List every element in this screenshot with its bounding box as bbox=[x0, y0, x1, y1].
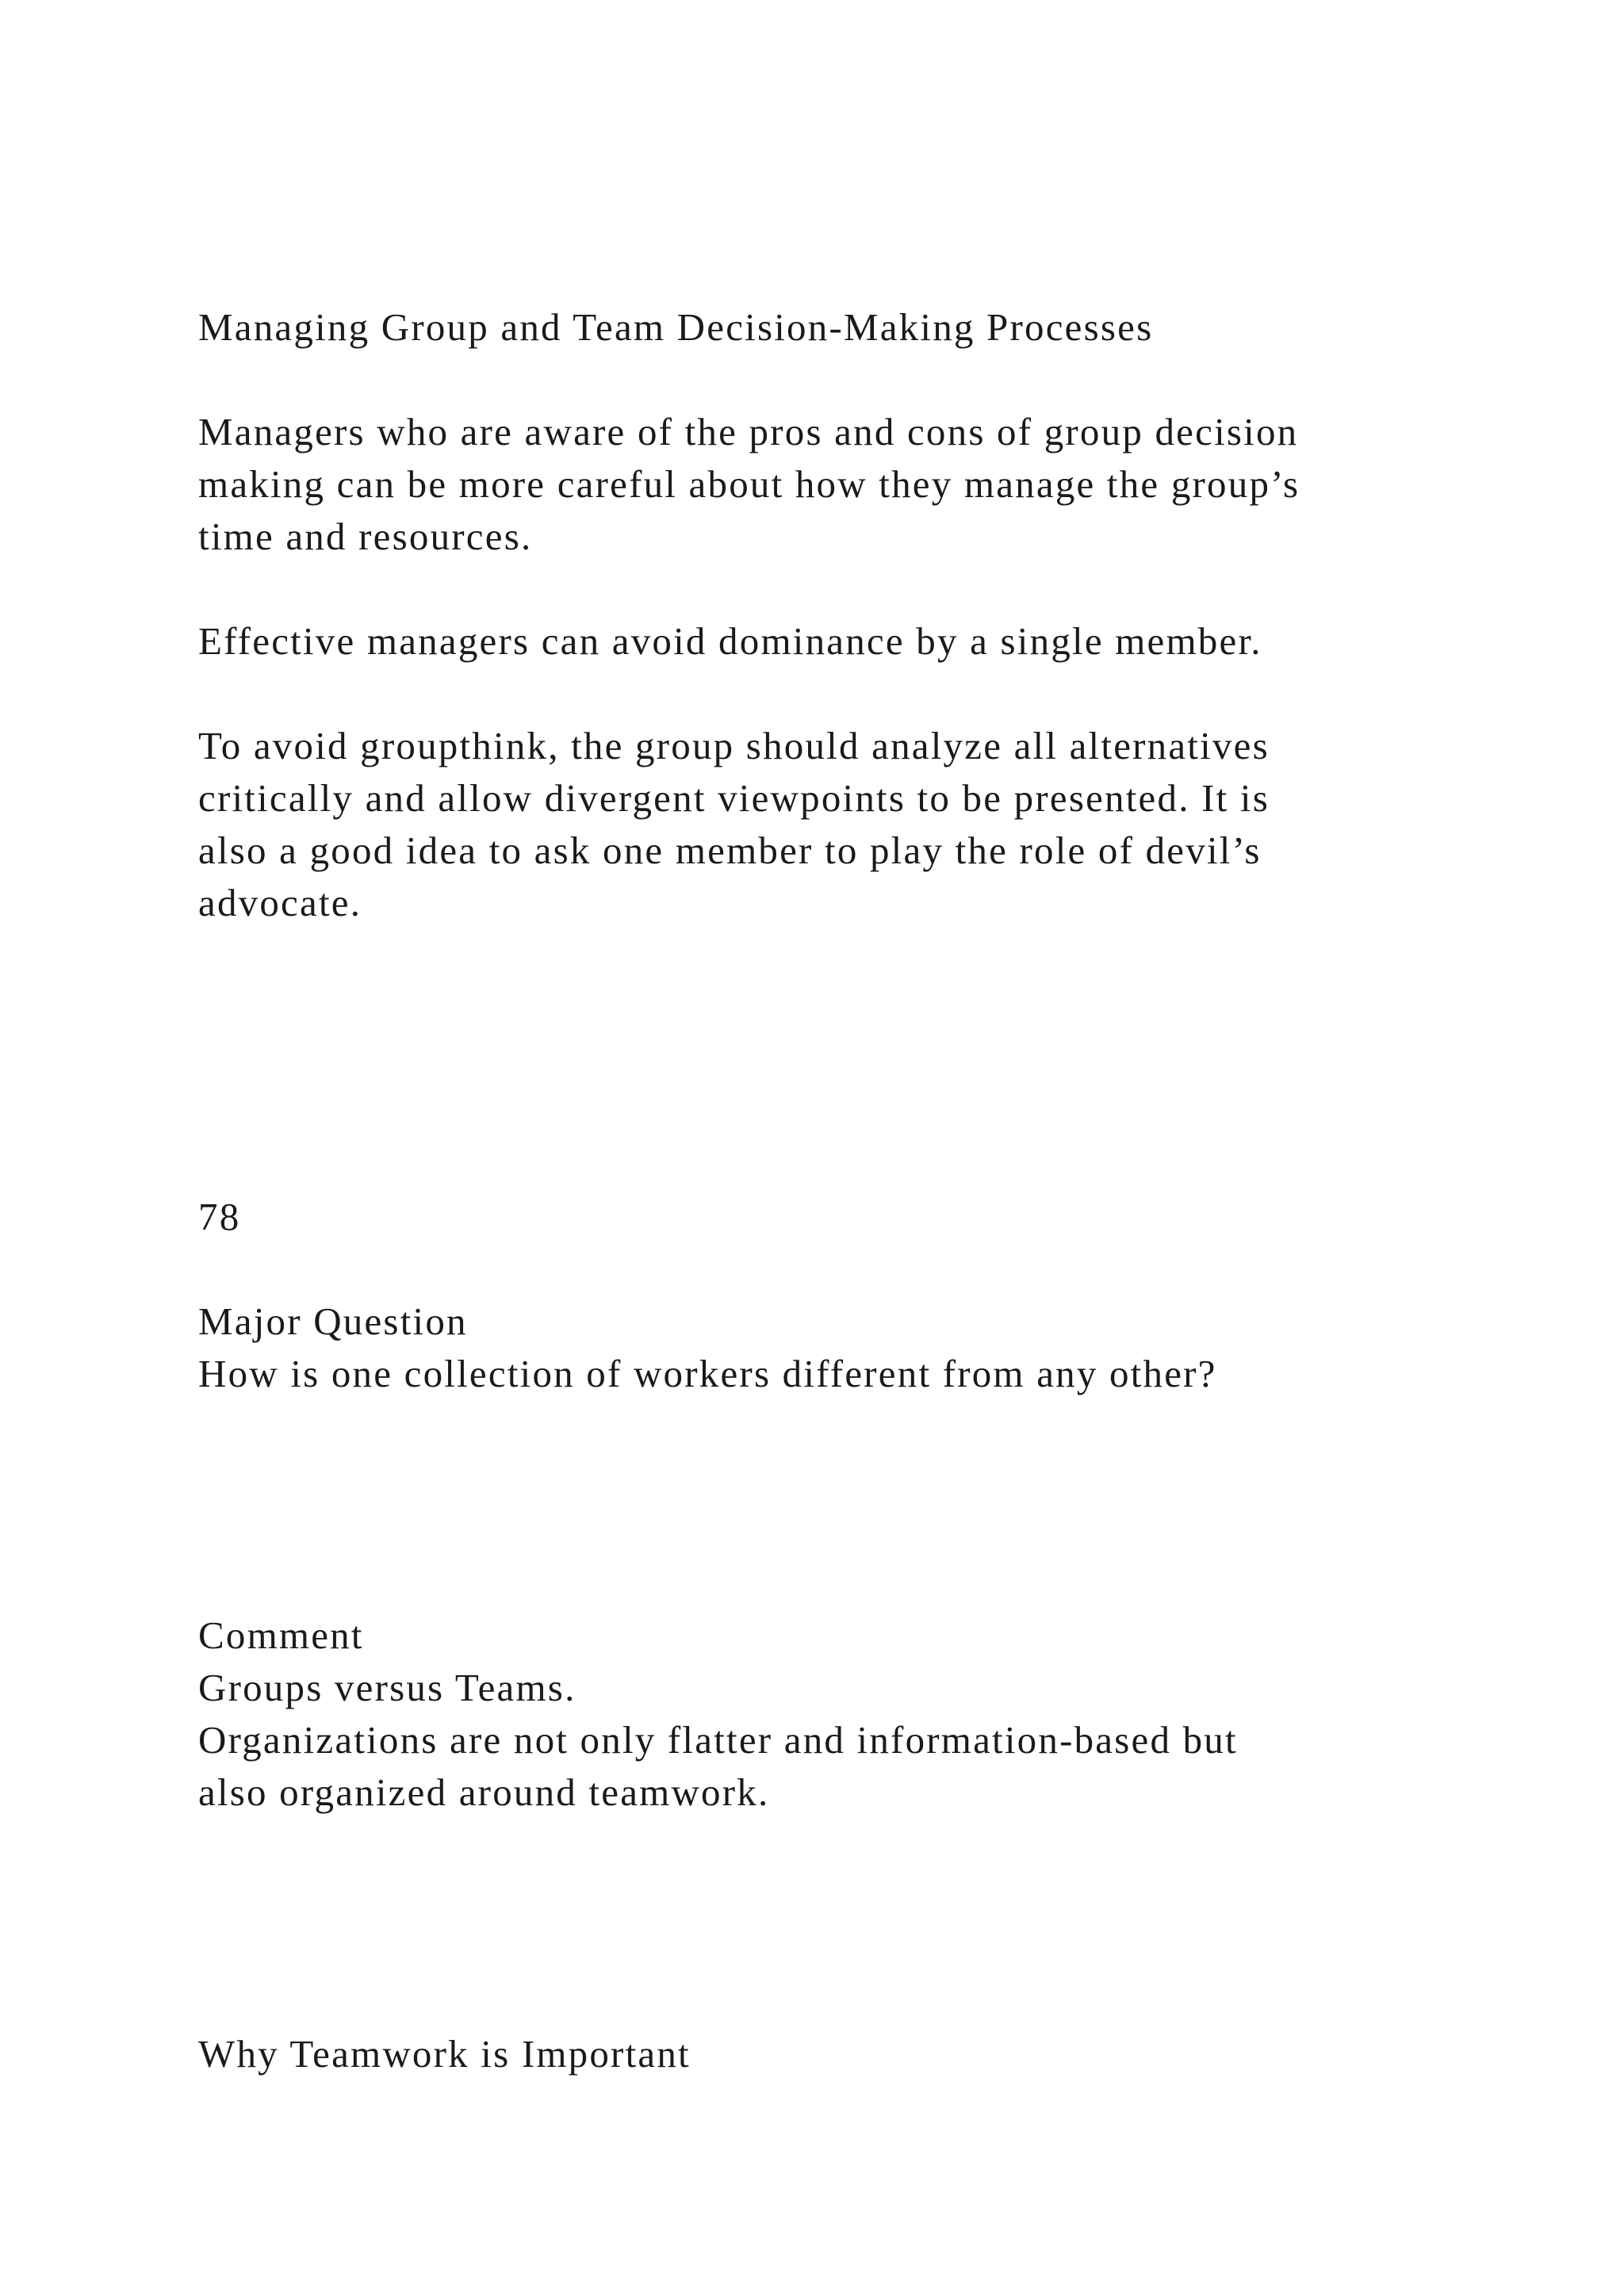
major-question-label: Major Question bbox=[198, 1299, 468, 1343]
section-title: Managing Group and Team Decision-Making Processes bbox=[198, 305, 1154, 349]
paragraph-3-line-3: also a good idea to ask one member to play the role of devil’s bbox=[198, 828, 1262, 872]
slide-number: 78 bbox=[198, 1195, 241, 1238]
paragraph-1-line-1: Managers who are aware of the pros and cons of group decision bbox=[198, 410, 1299, 453]
comment-line-2: Organizations are not only flatter and information-based but bbox=[198, 1718, 1238, 1762]
comment-line-1: Groups versus Teams. bbox=[198, 1666, 576, 1709]
comment-label: Comment bbox=[198, 1613, 364, 1657]
comment-line-3: also organized around teamwork. bbox=[198, 1770, 770, 1814]
paragraph-2-line-1: Effective managers can avoid dominance by a single member. bbox=[198, 619, 1262, 663]
paragraph-3-line-1: To avoid groupthink, the group should analyze all alternatives bbox=[198, 724, 1270, 767]
next-heading: Why Teamwork is Important bbox=[198, 2032, 691, 2076]
paragraph-1-line-2: making can be more careful about how they manage the group’s bbox=[198, 462, 1300, 506]
paragraph-3-line-2: critically and allow divergent viewpoints to be presented. It is bbox=[198, 776, 1270, 820]
major-question-text: How is one collection of workers different from any other? bbox=[198, 1352, 1217, 1395]
paragraph-3-line-4: advocate. bbox=[198, 881, 362, 924]
paragraph-1-line-3: time and resources. bbox=[198, 515, 533, 558]
